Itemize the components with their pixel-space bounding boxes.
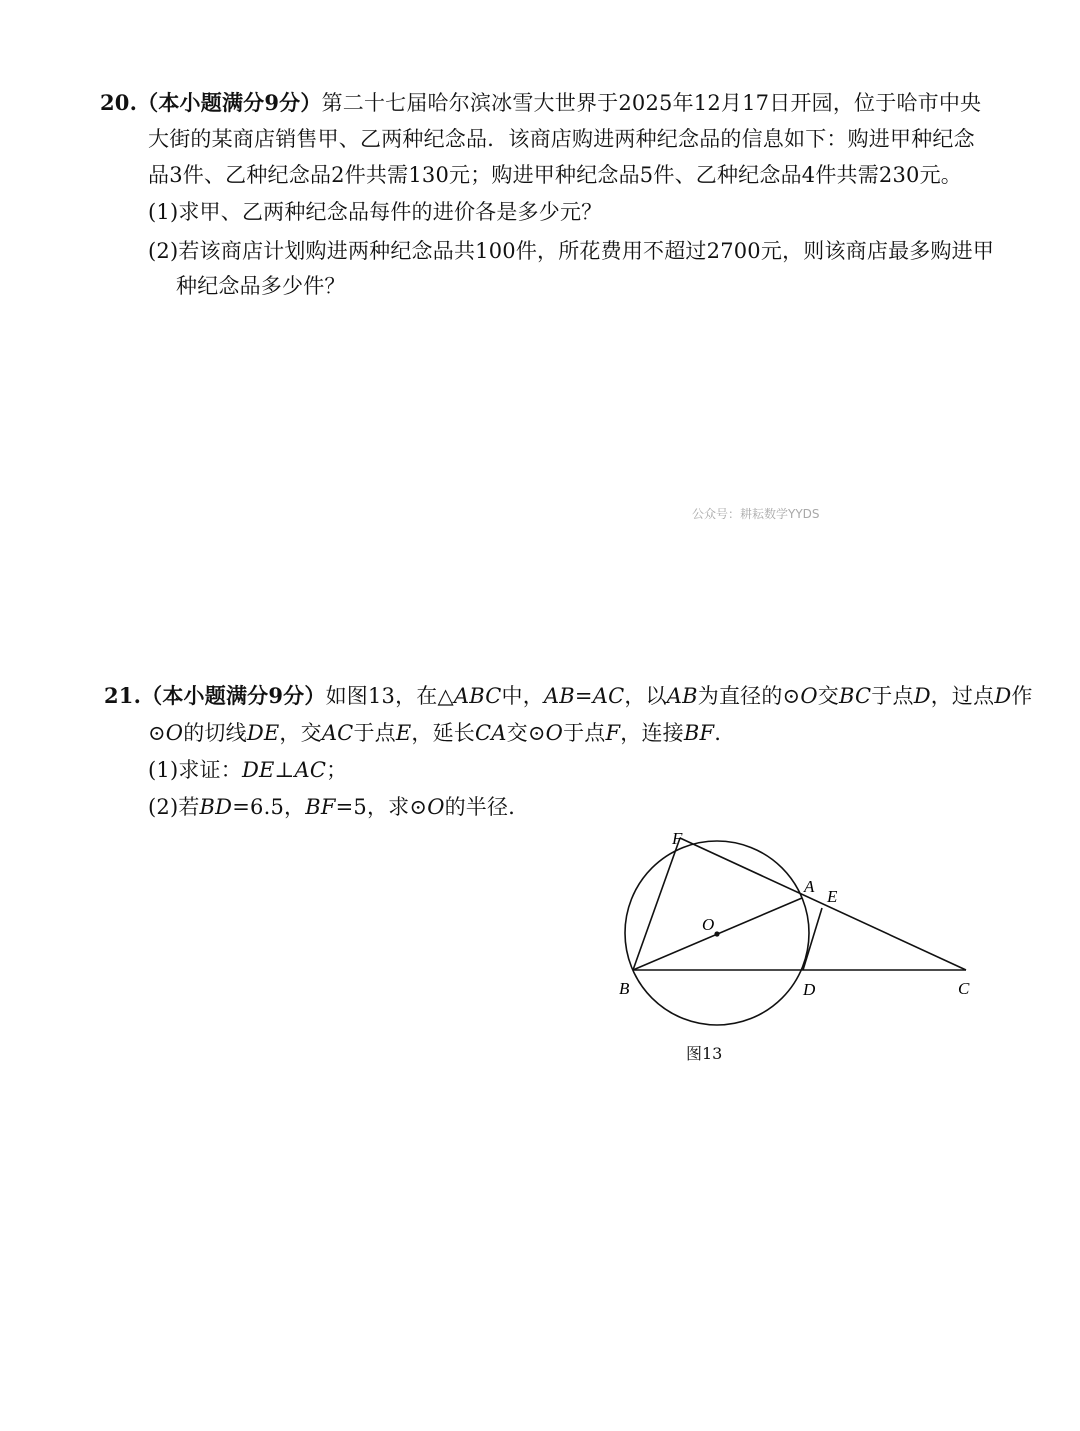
q21-math: E [395,721,412,745]
q21-math: BD [199,795,233,819]
q21-text: 的半径． [444,795,530,819]
q21-text: 交⊙ [506,721,546,745]
q21-text: 交 [817,684,839,708]
q20-points: （本小题满分9分） [137,90,322,115]
q21-part1 [148,755,347,785]
q21-math: DE⊥AC [241,758,327,782]
q21-points: （本小题满分9分） [141,683,326,708]
q21-text: ，过点 [930,684,995,708]
segment-bf [633,838,680,970]
q21-math: O [165,721,184,745]
q21-text: (2)若 [148,795,200,819]
q21-math: O [545,721,564,745]
label-b: B [619,979,630,998]
q21-math: D [994,684,1012,708]
q21-text: (1)求证： [148,758,242,782]
q21-text: ； [326,758,348,782]
q21-text: 为直径的⊙ [697,684,801,708]
q21-text: =5，求⊙ [335,795,428,819]
watermark: 公众号：耕耘数学YYDS [692,507,820,521]
figure-13 [600,820,990,1040]
q21-text: ⊙ [148,721,166,745]
q21-text: 作 [1011,684,1033,708]
figure-caption: 图13 [686,1044,723,1063]
q21-math: F [605,721,621,745]
center-point-o [714,931,719,936]
q21-math: ABC [453,684,502,708]
q21-text: 于点 [353,721,396,745]
q21-text: ，连接 [620,721,684,745]
q21-math: BC [838,684,872,708]
q21-math: O [800,684,818,708]
q20-stem-line1: 第二十七届哈尔滨冰雪大世界于2025年12月17日开园，位于哈市中央 [321,91,982,115]
q20-part2-line2: 种纪念品多少件？ [176,274,346,298]
q20-line1 [100,88,981,118]
q21-math: AC [321,721,354,745]
q21-text: . [714,721,722,745]
q21-line2 [148,718,721,748]
q21-text: ，延长 [411,721,475,745]
q20-stem-line2: 大街的某商店销售甲、乙两种纪念品．该商店购进两种纪念品的信息如下：购进甲种纪念 [148,127,975,151]
label-f: F [672,829,683,848]
q21-text: 中， [501,684,544,708]
label-a: A [804,877,815,896]
q21-text: 如图13，在△ [325,684,454,708]
q21-text: 于点 [563,721,606,745]
segment-fc [680,838,966,970]
q21-math: D [913,684,931,708]
q21-text: =6.5， [232,795,306,819]
q21-text: ，以 [624,684,667,708]
label-d: D [803,980,816,999]
label-c: C [958,979,970,998]
q21-number: 21. [104,683,142,708]
q21-part2 [148,792,529,822]
label-o: O [702,915,715,934]
q21-math: BF [683,721,715,745]
q21-line1 [104,681,1033,711]
q20-stem-line3: 品3件、乙种纪念品2件共需130元；购进甲种纪念品5件、乙种纪念品4件共需230元。 [148,163,963,187]
q21-math: AB=AC [543,684,625,708]
label-e: E [827,887,838,906]
q21-math: CA [475,721,507,745]
q20-part2-line1: (2)若该商店计划购进两种纪念品共100件，所花费用不超过2700元，则该商店最多购进甲 [148,239,995,263]
q20-number: 20. [100,90,138,115]
q21-math: DE [246,721,280,745]
q21-math: O [427,795,445,819]
segment-de [803,908,822,970]
q21-text: ，交 [279,721,322,745]
q20-part1: (1)求甲、乙两种纪念品每件的进价各是多少元？ [148,200,603,224]
q21-math: AB [666,684,698,708]
q21-text: 于点 [871,684,914,708]
q21-math: BF [305,795,336,819]
q21-text: 的切线 [183,721,247,745]
